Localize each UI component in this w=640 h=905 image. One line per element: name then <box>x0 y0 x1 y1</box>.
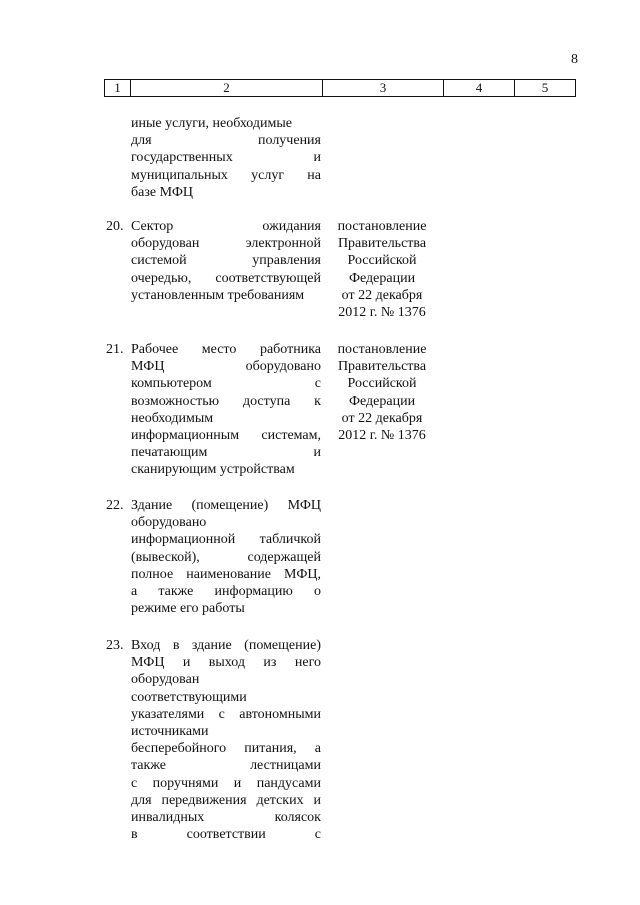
item-number: 23. <box>106 638 124 653</box>
text-line: базе МФЦ <box>131 184 194 200</box>
item-description <box>131 218 321 304</box>
text-line: МФЦ оборудовано <box>131 359 321 375</box>
legal-basis-line: Правительства <box>337 359 427 375</box>
text-line: МФЦ и выход из него <box>131 655 321 671</box>
text-line: иные услуги, необходимые <box>131 116 292 131</box>
text-line: Рабочее место работника <box>131 342 321 357</box>
legal-basis-line: 2012 г. № 1376 <box>338 305 426 321</box>
text-line: в соответствии с <box>131 827 321 843</box>
text-line: для передвижения детских и <box>131 792 321 808</box>
text-line: компьютером с <box>131 376 321 392</box>
text-line: оборудован <box>131 672 200 688</box>
column-header-5: 5 <box>515 80 576 97</box>
legal-basis-line: от 22 декабря <box>341 410 423 426</box>
item-description <box>131 497 321 617</box>
legal-basis-line: постановление <box>337 342 427 357</box>
text-line: а также информацию о <box>131 584 321 600</box>
column-header-3: 3 <box>323 80 444 97</box>
text-line: установленным требованиям <box>131 287 305 303</box>
text-line: возможностью доступа к <box>131 393 321 409</box>
page-number: 8 <box>571 52 578 67</box>
text-line: соответствующими <box>131 689 247 705</box>
text-line: полное наименование МФЦ, <box>131 566 321 582</box>
item-description <box>131 341 321 479</box>
text-line: источниками <box>131 724 209 740</box>
text-line: государственных и <box>131 150 321 166</box>
text-line: очередью, соответствующей <box>131 270 321 286</box>
text-line: системой управления <box>131 253 321 269</box>
text-line: Здание (помещение) МФЦ <box>131 498 321 513</box>
item-number: 21. <box>106 342 124 357</box>
legal-basis-line: Федерации <box>348 270 416 286</box>
legal-basis-line: 2012 г. № 1376 <box>338 428 426 444</box>
text-line: указателями с автономными <box>131 706 321 722</box>
text-line: (вывеской), содержащей <box>131 549 321 565</box>
legal-basis-line: Российской <box>347 253 417 269</box>
text-line: также лестницами <box>131 758 321 774</box>
legal-basis-line: Правительства <box>337 236 427 252</box>
legal-basis-line: от 22 декабря <box>341 287 423 303</box>
column-header-row <box>104 79 576 97</box>
item-legal-basis <box>322 341 442 444</box>
text-line: Сектор ожидания <box>131 219 321 234</box>
text-line: режиме его работы <box>131 601 245 617</box>
text-line: информационным системам, <box>131 428 321 444</box>
text-line: с поручнями и пандусами <box>131 775 321 791</box>
text-line: бесперебойного питания, а <box>131 741 321 757</box>
item-number: 22. <box>106 498 124 513</box>
text-line: инвалидных колясок <box>131 810 321 826</box>
text-line: оборудован электронной <box>131 236 321 252</box>
legal-basis-line: Российской <box>347 376 417 392</box>
column-header-2: 2 <box>131 80 323 97</box>
item-description <box>131 637 321 843</box>
item-number: 20. <box>106 219 124 234</box>
text-line: сканирующим устройствам <box>131 462 295 478</box>
text-line: печатающим и <box>131 445 321 461</box>
text-line: для получения <box>131 133 321 149</box>
column-header-4: 4 <box>444 80 515 97</box>
continuation-description <box>131 115 321 201</box>
item-legal-basis <box>322 218 442 321</box>
column-header-1: 1 <box>105 80 131 97</box>
text-line: необходимым <box>131 410 214 426</box>
text-line: информационной табличкой <box>131 532 321 548</box>
legal-basis-line: постановление <box>337 219 427 234</box>
text-line: Вход в здание (помещение) <box>131 638 321 653</box>
text-line: муниципальных услуг на <box>131 167 321 183</box>
text-line: оборудовано <box>131 515 207 531</box>
legal-basis-line: Федерации <box>348 393 416 409</box>
